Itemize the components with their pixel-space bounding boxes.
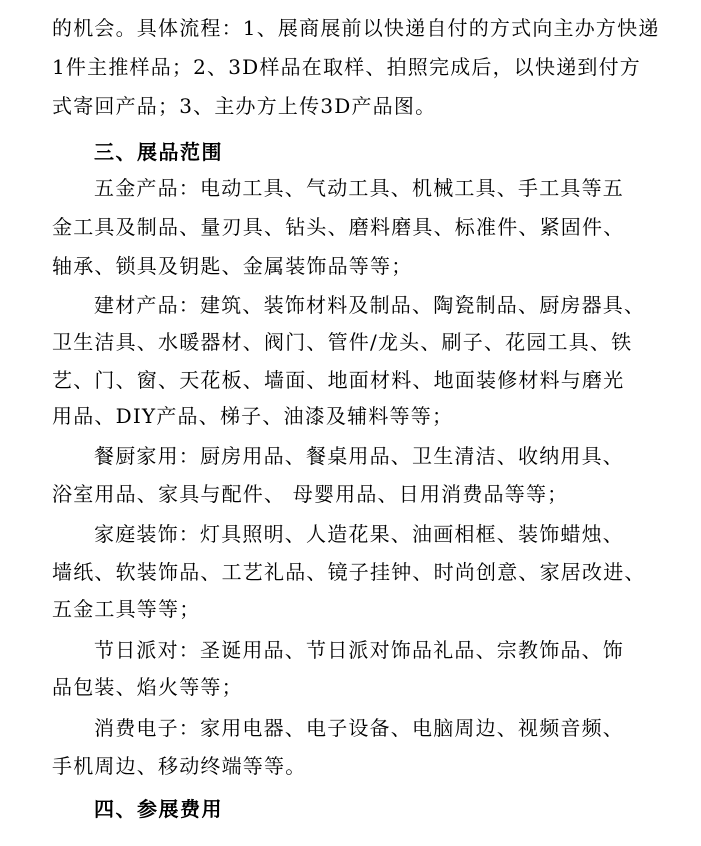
paragraph-line: 1件主推样品；2、3D样品在取样、拍照完成后，以快递到付方 (52, 55, 642, 79)
paragraph-line: 用品、DIY产品、梯子、油漆及辅料等等； (52, 404, 454, 428)
paragraph-line: 建材产品：建筑、装饰材料及制品、陶瓷制品、厨房器具、 (94, 293, 646, 317)
paragraph-line: 家庭装饰：灯具照明、人造花果、油画相框、装饰蜡烛、 (94, 522, 624, 546)
paragraph-line: 浴室用品、家具与配件、 母婴用品、日用消费品等等； (52, 482, 569, 506)
paragraph-line: 艺、门、窗、天花板、墙面、地面材料、地面装修材料与磨光 (52, 368, 625, 392)
section-heading-exhibit-scope: 三、展品范围 (94, 140, 223, 164)
paragraph-line: 轴承、锁具及钥匙、金属装饰品等等； (52, 254, 413, 278)
paragraph-line: 节日派对：圣诞用品、节日派对饰品礼品、宗教饰品、饰 (94, 638, 624, 662)
paragraph-line: 五金工具等等； (52, 597, 201, 621)
paragraph-line: 金工具及制品、量刃具、钻头、磨料磨具、标准件、紧固件、 (52, 215, 625, 239)
paragraph-line: 五金产品：电动工具、气动工具、机械工具、手工具等五 (94, 176, 624, 200)
paragraph-line: 餐厨家用：厨房用品、餐桌用品、卫生清洁、收纳用具、 (94, 444, 624, 468)
paragraph-line: 手机周边、移动终端等等。 (52, 754, 307, 778)
paragraph-line: 的机会。具体流程：1、展商展前以快递自付的方式向主办方快递 (52, 16, 660, 40)
paragraph-line: 式寄回产品；3、主办方上传3D产品图。 (52, 94, 437, 118)
paragraph-line: 消费电子：家用电器、电子设备、电脑周边、视频音频、 (94, 716, 624, 740)
paragraph-line: 品包装、焰火等等； (52, 675, 243, 699)
section-heading-participation-fee: 四、参展费用 (94, 797, 223, 821)
paragraph-line: 墙纸、软装饰品、工艺礼品、镜子挂钟、时尚创意、家居改进、 (52, 560, 646, 584)
paragraph-line: 卫生洁具、水暖器材、阀门、管件/龙头、刷子、花园工具、铁 (52, 330, 633, 354)
